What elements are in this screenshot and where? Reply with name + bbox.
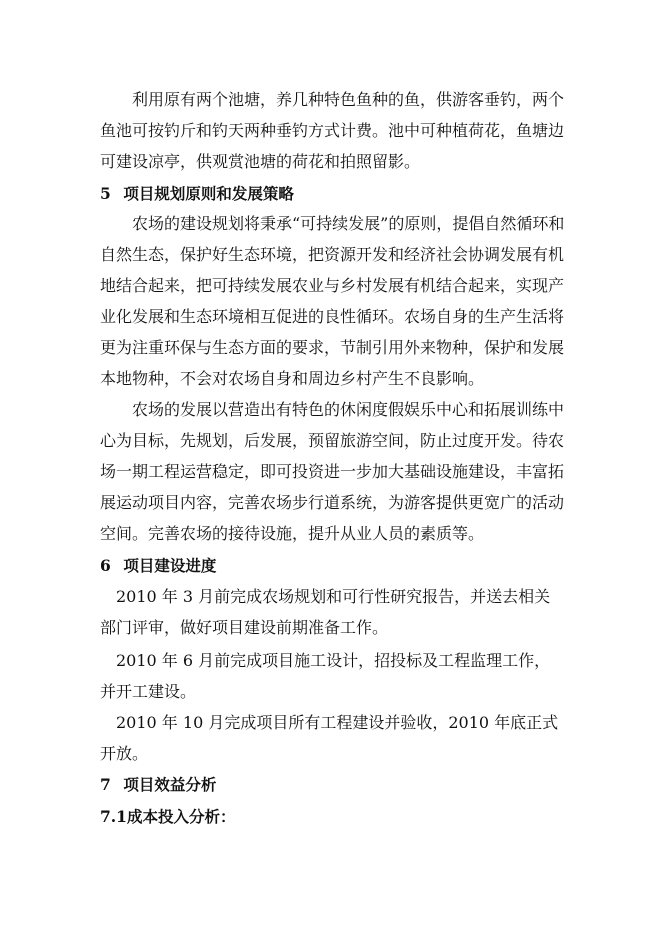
heading-number: 6	[100, 556, 111, 575]
heading-section-7-1	[100, 801, 566, 832]
paragraph-fishpond: 利用原有两个池塘，养几种特色鱼种的鱼，供游客垂钓，两个鱼池可按钓斤和钓天两种垂钓方式计费。池中可种植荷花，鱼塘边可建设凉亭，供观赏池塘的荷花和拍照留影。	[100, 90, 565, 171]
heading-section-7	[100, 769, 566, 800]
heading-title: 项目建设进度	[123, 556, 217, 575]
paragraph-development-strategy: 农场的发展以营造出有特色的休闲度假娱乐中心和拓展训练中心为目标，先规划，后发展，预留旅游空间，防止过度开发。待农场一期工程运营稳定，即可投资进一步加大基础设施建设，丰富拓展运动项目内容，完善农场步行道系统，为游客提供更宽广的活动空间。完善农场的接待设施，提升从业人员的素质等。	[100, 400, 565, 543]
paragraph-schedule-june: 2010 年 6 月前完成项目施工设计，招投标及工程监理工作，并开工建设。	[100, 651, 551, 701]
paragraph-planning-principles: 农场的建设规划将秉承“可持续发展”的原则，提倡自然循环和自然生态，保护好生态环境，把资源开发和经济社会协调发展有机地结合起来，把可持续发展农业与乡村发展有机结合起来，实现产业化发展和生态环境相互促进的良性循环。农场自身的生产生活将更为注重环保与生态方面的要求，节制引用外来物种，保护和发展本地物种，不会对农场自身和周边乡村产生不良影响。	[100, 214, 565, 388]
heading-title: 项目规划原则和发展策略	[123, 184, 294, 203]
heading-number: 7.1	[100, 807, 127, 826]
paragraph-schedule-october: 2010 年 10 月完成项目所有工程建设并验收，2010 年底正式开放。	[100, 713, 559, 763]
heading-number: 5	[100, 184, 111, 203]
heading-section-5	[100, 178, 566, 209]
paragraph-schedule-march: 2010 年 3 月前完成农场规划和可行性研究报告，并送去相关部门评审，做好项目建设前期准备工作。	[100, 587, 551, 637]
heading-title: 成本投入分析：	[126, 807, 236, 826]
heading-section-6	[100, 550, 566, 581]
heading-number: 7	[100, 775, 111, 794]
heading-title: 项目效益分析	[123, 775, 217, 794]
